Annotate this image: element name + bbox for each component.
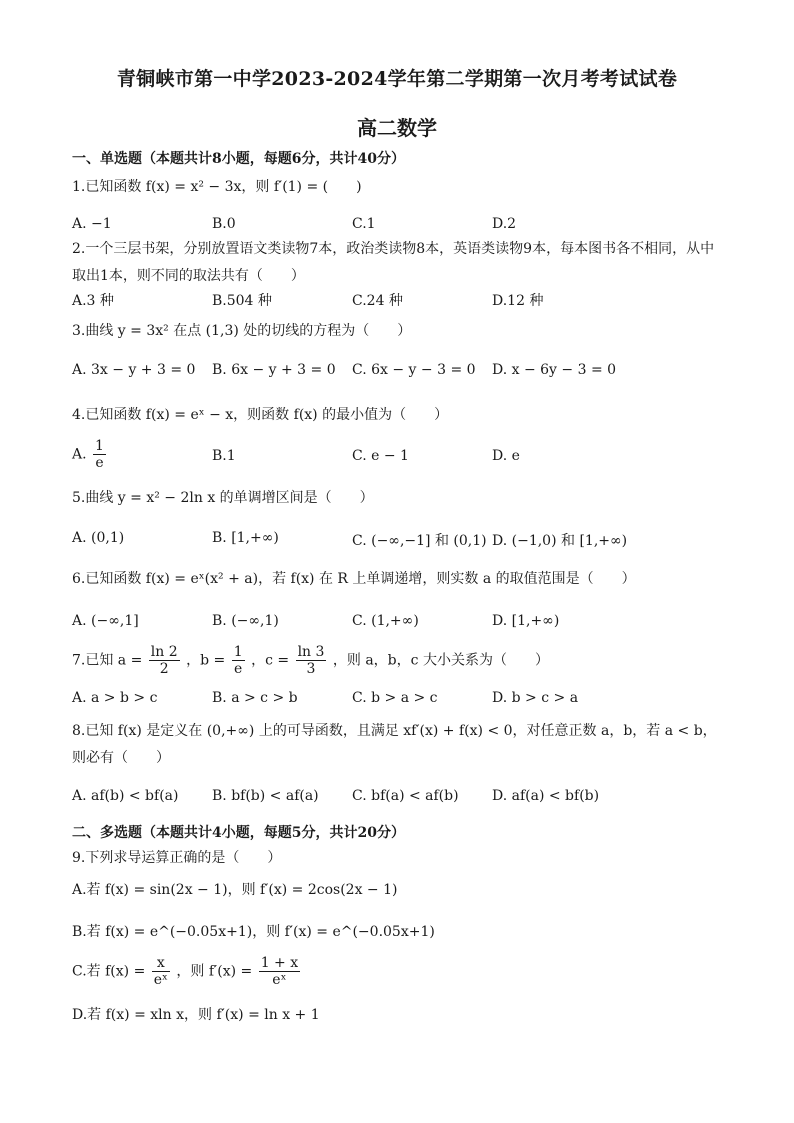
option-c: C. (1,+∞) <box>352 613 419 629</box>
option-d: D. b > c > a <box>492 690 579 706</box>
option-c-text: C.若 f(x) = <box>72 963 146 980</box>
question-4-stem: 4.已知函数 f(x) = eˣ − x，则函数 f(x) 的最小值为（ ） <box>72 407 449 423</box>
question-7-options <box>72 690 722 714</box>
fraction-denominator: 2 <box>159 661 169 677</box>
fraction-one-over-e <box>93 438 106 471</box>
fraction-numerator: 1 <box>95 438 104 454</box>
option-d: D.2 <box>492 216 517 232</box>
fraction-numerator: 1 + x <box>260 955 299 971</box>
option-b: B. a > c > b <box>212 690 298 706</box>
option-a: A. 3x − y + 3 = 0 <box>72 362 196 378</box>
option-c: C. 6x − y − 3 = 0 <box>352 362 476 378</box>
fraction-numerator: x <box>152 955 170 972</box>
question-8-stem: 8.已知 f(x) 是定义在 (0,+∞) 上的可导函数，且满足 xf′(x) + f(x) < 0，对任意正数 a，b，若 a < b，则必有（ ） <box>72 723 717 766</box>
option-a: A. (−∞,1] <box>72 613 139 629</box>
exam-title: 青铜峡市第一中学2023-2024学年第二学期第一次月考考试试卷 <box>116 68 678 90</box>
fraction-a <box>149 644 180 677</box>
option-b: B. 6x − y + 3 = 0 <box>212 362 336 378</box>
question-8-options <box>72 788 722 812</box>
fraction-denominator: eˣ <box>272 972 287 988</box>
option-c: C. e − 1 <box>352 448 409 464</box>
option-d: D.12 种 <box>492 293 544 309</box>
option-c: C. bf(a) < af(b) <box>352 788 459 804</box>
option-a: A. −1 <box>72 216 112 232</box>
fraction-b <box>232 644 245 677</box>
option-b: B.504 种 <box>212 293 272 309</box>
option-a <box>72 438 108 471</box>
question-6-stem: 6.已知函数 f(x) = eˣ(x² + a)，若 f(x) 在 R 上单调递增，则实数 a 的取值范围是（ ） <box>72 571 636 587</box>
option-c: C. (−∞,−1] 和 (0,1) <box>352 533 487 549</box>
section-heading-multiple-choice: 二、多选题（本题共计4小题，每题5分，共计20分） <box>72 825 405 841</box>
question-7-text: 7.已知 a = <box>72 652 143 669</box>
fraction-numerator: ln 3 <box>297 644 325 660</box>
question-9-option-b: B.若 f(x) = e^(−0.05x+1)，则 f′(x) = e^(−0.05x+1) <box>72 924 435 940</box>
option-a: A. (0,1) <box>72 530 125 546</box>
option-c: C.24 种 <box>352 293 403 309</box>
question-1-stem: 1.已知函数 f(x) = x² − 3x，则 f′(1) = ( ) <box>72 179 362 195</box>
option-b: B.0 <box>212 216 236 232</box>
question-4-options <box>72 438 722 474</box>
question-2-stem: 2.一个三层书架，分别放置语文类读物7本，政治类读物8本，英语类读物9本，每本图书各不相同，从中取出1本，则不同的取法共有（ ） <box>72 241 715 284</box>
question-7-text: ，c = <box>251 652 290 669</box>
question-6-options <box>72 613 722 637</box>
question-9-option-d: D.若 f(x) = xln x，则 f′(x) = ln x + 1 <box>72 1007 320 1023</box>
option-d: D. af(a) < bf(b) <box>492 788 600 804</box>
fraction-derivative <box>259 955 300 988</box>
fraction-c <box>296 644 327 677</box>
option-d: D. x − 6y − 3 = 0 <box>492 362 617 378</box>
option-a: A. af(b) < bf(a) <box>72 788 179 804</box>
exam-subtitle: 高二数学 <box>357 116 437 140</box>
option-b: B.1 <box>212 448 236 464</box>
question-9-option-a: A.若 f(x) = sin(2x − 1)，则 f′(x) = 2cos(2x − 1) <box>72 882 398 898</box>
section-heading-single-choice: 一、单选题（本题共计8小题，每题6分，共计40分） <box>72 151 405 167</box>
question-7-text: ，b = <box>186 652 226 669</box>
option-b: B. (−∞,1) <box>212 613 279 629</box>
fraction-denominator: e <box>95 455 104 471</box>
question-2-options <box>72 290 722 314</box>
option-c: C. b > a > c <box>352 690 438 706</box>
fraction-numerator: 1 <box>233 644 243 660</box>
option-d: D. [1,+∞) <box>492 613 560 629</box>
question-9-stem: 9.下列求导运算正确的是（ ） <box>72 850 282 866</box>
fraction-denominator: e <box>234 661 243 677</box>
option-b: B. bf(b) < af(a) <box>212 788 319 804</box>
option-c-text: ，则 f′(x) = <box>176 963 253 980</box>
option-a-label: A. <box>72 446 87 463</box>
question-3-options <box>72 362 722 386</box>
question-3-stem: 3.曲线 y = 3x² 在点 (1,3) 处的切线的方程为（ ） <box>72 323 412 339</box>
question-9-option-c <box>72 955 722 988</box>
question-7-text: ，则 a，b，c 大小关系为（ ） <box>332 652 549 669</box>
option-b: B. [1,+∞) <box>212 530 279 546</box>
fraction-numerator: ln 2 <box>150 644 178 660</box>
question-7-stem <box>72 644 722 677</box>
option-a: A.3 种 <box>72 293 114 309</box>
fraction-denominator: eˣ <box>153 972 168 988</box>
option-d: D. e <box>492 448 520 464</box>
option-a: A. a > b > c <box>72 690 158 706</box>
question-5-stem: 5.曲线 y = x² − 2ln x 的单调增区间是（ ） <box>72 490 374 506</box>
question-5-options <box>72 530 722 554</box>
option-c: C.1 <box>352 216 376 232</box>
fraction-x-over-ex <box>152 955 170 988</box>
option-d: D. (−1,0) 和 [1,+∞) <box>492 533 628 549</box>
fraction-denominator: 3 <box>306 661 316 677</box>
